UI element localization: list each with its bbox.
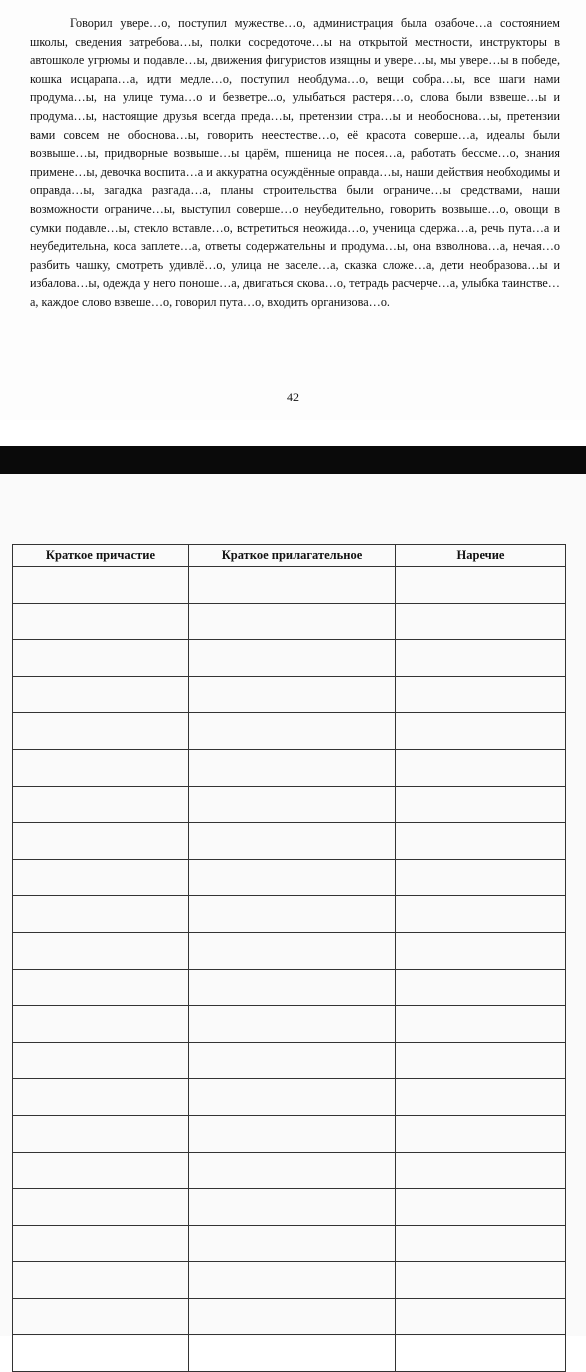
participle-cell[interactable] bbox=[13, 676, 189, 713]
participle-cell[interactable] bbox=[13, 1262, 189, 1299]
adjective-cell[interactable] bbox=[189, 749, 396, 786]
table-row bbox=[13, 823, 566, 860]
participle-cell[interactable] bbox=[13, 786, 189, 823]
adverb-cell[interactable] bbox=[396, 1225, 566, 1262]
adjective-cell[interactable] bbox=[189, 603, 396, 640]
adjective-cell[interactable] bbox=[189, 969, 396, 1006]
adverb-cell[interactable] bbox=[396, 676, 566, 713]
participle-cell[interactable] bbox=[13, 932, 189, 969]
table-row bbox=[13, 969, 566, 1006]
table-row bbox=[13, 1042, 566, 1079]
adjective-cell[interactable] bbox=[189, 823, 396, 860]
adjective-cell[interactable] bbox=[189, 640, 396, 677]
table-row bbox=[13, 1262, 566, 1299]
adjective-cell[interactable] bbox=[189, 1079, 396, 1116]
header-adverb: Наречие bbox=[396, 545, 566, 567]
participle-cell[interactable] bbox=[13, 1152, 189, 1189]
participle-cell[interactable] bbox=[13, 640, 189, 677]
participle-cell[interactable] bbox=[13, 1115, 189, 1152]
participle-cell[interactable] bbox=[13, 1189, 189, 1226]
page-number: 42 bbox=[287, 390, 299, 404]
adverb-cell[interactable] bbox=[396, 567, 566, 604]
adverb-cell[interactable] bbox=[396, 823, 566, 860]
adverb-cell[interactable] bbox=[396, 1335, 566, 1372]
adverb-cell[interactable] bbox=[396, 1115, 566, 1152]
table-row bbox=[13, 640, 566, 677]
adjective-cell[interactable] bbox=[189, 1006, 396, 1043]
adverb-cell[interactable] bbox=[396, 1152, 566, 1189]
adjective-cell[interactable] bbox=[189, 1115, 396, 1152]
adverb-cell[interactable] bbox=[396, 896, 566, 933]
participle-cell[interactable] bbox=[13, 823, 189, 860]
adverb-cell[interactable] bbox=[396, 1042, 566, 1079]
header-short-adjective: Краткое прилагательное bbox=[189, 545, 396, 567]
table-row bbox=[13, 1152, 566, 1189]
participle-cell[interactable] bbox=[13, 896, 189, 933]
adjective-cell[interactable] bbox=[189, 713, 396, 750]
table-row bbox=[13, 1225, 566, 1262]
adjective-cell[interactable] bbox=[189, 1042, 396, 1079]
table-row bbox=[13, 1115, 566, 1152]
adverb-cell[interactable] bbox=[396, 932, 566, 969]
participle-cell[interactable] bbox=[13, 713, 189, 750]
adverb-cell[interactable] bbox=[396, 1079, 566, 1116]
table-header-row bbox=[13, 545, 566, 567]
exercise-text: Говорил увере…о, поступил мужестве…о, администрация была озабоче…а состоянием школы, сведения затребова…ы, полки сосредоточе…ы на открытой местности, инструкторы в автошколе угрюмы и подавле…ы, движения фигуристов изящны и увере…ы, мы увере…ы в победе, кошка исцарапа…а, идти медле…о, поступил необдума…о, вещи собра…ы, все шаги нами продума…ы, на улице тума…о и безветре...о, улыбаться растеря…о, слова были взвеше…ы и продума…ы, настоящие друзья всегда преда…ы, претензии стра…ы и необоснова…ы, претензии вами совсем не обоснова…ы, говорить неестестве…о, её красота соверше…а, идеалы были возвыше…ы, придворные возвыше…ы царём, пшеница не посея…а, работать бессме…о, знания примене…ы, девочка воспита…а и аккуратна осуждённые оправда…ы, наши действия необходимы и оправда…ы, загадка разгада…а, планы строительства были ограниче…ы средствами, наши возможности ограниче…ы, выступил соверше…о неубедительно, говорить возвыше…о, овощи в сумки подавле…ы, стекло вставле…о, встретиться неожида…о, ученица сдержа…а, речь пута…а и неубедительна, коса заплете…а, ответы содержательны и продума…ы, она взволнова…а, нечая…о разбить чашку, смотреть удивлё…о, улица не заселе…а, сказка сложе…а, дети необразова…ы и избалова…ы, одежда у него поноше…а, двигаться скова…о, тетрадь расчерче…а, улыбка таинстве…а, каждое слово взвеше…о, говорил пута…о, входить организова…о. bbox=[30, 16, 560, 309]
header-short-participle: Краткое причастие bbox=[13, 545, 189, 567]
adjective-cell[interactable] bbox=[189, 1298, 396, 1335]
adverb-cell[interactable] bbox=[396, 603, 566, 640]
table-row bbox=[13, 603, 566, 640]
adjective-cell[interactable] bbox=[189, 896, 396, 933]
participle-cell[interactable] bbox=[13, 1225, 189, 1262]
table-row bbox=[13, 1006, 566, 1043]
adverb-cell[interactable] bbox=[396, 749, 566, 786]
table-row bbox=[13, 1298, 566, 1335]
table-row bbox=[13, 1079, 566, 1116]
adjective-cell[interactable] bbox=[189, 1225, 396, 1262]
page-divider-band bbox=[0, 446, 586, 474]
adverb-cell[interactable] bbox=[396, 713, 566, 750]
table-row bbox=[13, 932, 566, 969]
adjective-cell[interactable] bbox=[189, 786, 396, 823]
participle-cell[interactable] bbox=[13, 859, 189, 896]
table-row bbox=[13, 1335, 566, 1372]
adjective-cell[interactable] bbox=[189, 567, 396, 604]
participle-cell[interactable] bbox=[13, 1006, 189, 1043]
adjective-cell[interactable] bbox=[189, 859, 396, 896]
upper-page bbox=[0, 0, 586, 420]
adjective-cell[interactable] bbox=[189, 1262, 396, 1299]
adverb-cell[interactable] bbox=[396, 786, 566, 823]
adverb-cell[interactable] bbox=[396, 969, 566, 1006]
adverb-cell[interactable] bbox=[396, 640, 566, 677]
participle-cell[interactable] bbox=[13, 603, 189, 640]
table-row bbox=[13, 567, 566, 604]
table-row bbox=[13, 749, 566, 786]
participle-cell[interactable] bbox=[13, 969, 189, 1006]
adverb-cell[interactable] bbox=[396, 1189, 566, 1226]
table-row bbox=[13, 859, 566, 896]
participle-cell[interactable] bbox=[13, 1335, 189, 1372]
participle-cell[interactable] bbox=[13, 1079, 189, 1116]
adverb-cell[interactable] bbox=[396, 1262, 566, 1299]
adverb-cell[interactable] bbox=[396, 1006, 566, 1043]
table-row bbox=[13, 786, 566, 823]
participle-cell[interactable] bbox=[13, 1042, 189, 1079]
adjective-cell[interactable] bbox=[189, 932, 396, 969]
participle-cell[interactable] bbox=[13, 1298, 189, 1335]
adverb-cell[interactable] bbox=[396, 1298, 566, 1335]
participle-cell[interactable] bbox=[13, 567, 189, 604]
table-row bbox=[13, 896, 566, 933]
table-row bbox=[13, 676, 566, 713]
table-row bbox=[13, 713, 566, 750]
adjective-cell[interactable] bbox=[189, 676, 396, 713]
table-row bbox=[13, 1189, 566, 1226]
adverb-cell[interactable] bbox=[396, 859, 566, 896]
adjective-cell[interactable] bbox=[189, 1189, 396, 1226]
table-body bbox=[13, 567, 566, 1372]
adjective-cell[interactable] bbox=[189, 1335, 396, 1372]
participle-cell[interactable] bbox=[13, 749, 189, 786]
adjective-cell[interactable] bbox=[189, 1152, 396, 1189]
answer-table bbox=[12, 544, 566, 1372]
